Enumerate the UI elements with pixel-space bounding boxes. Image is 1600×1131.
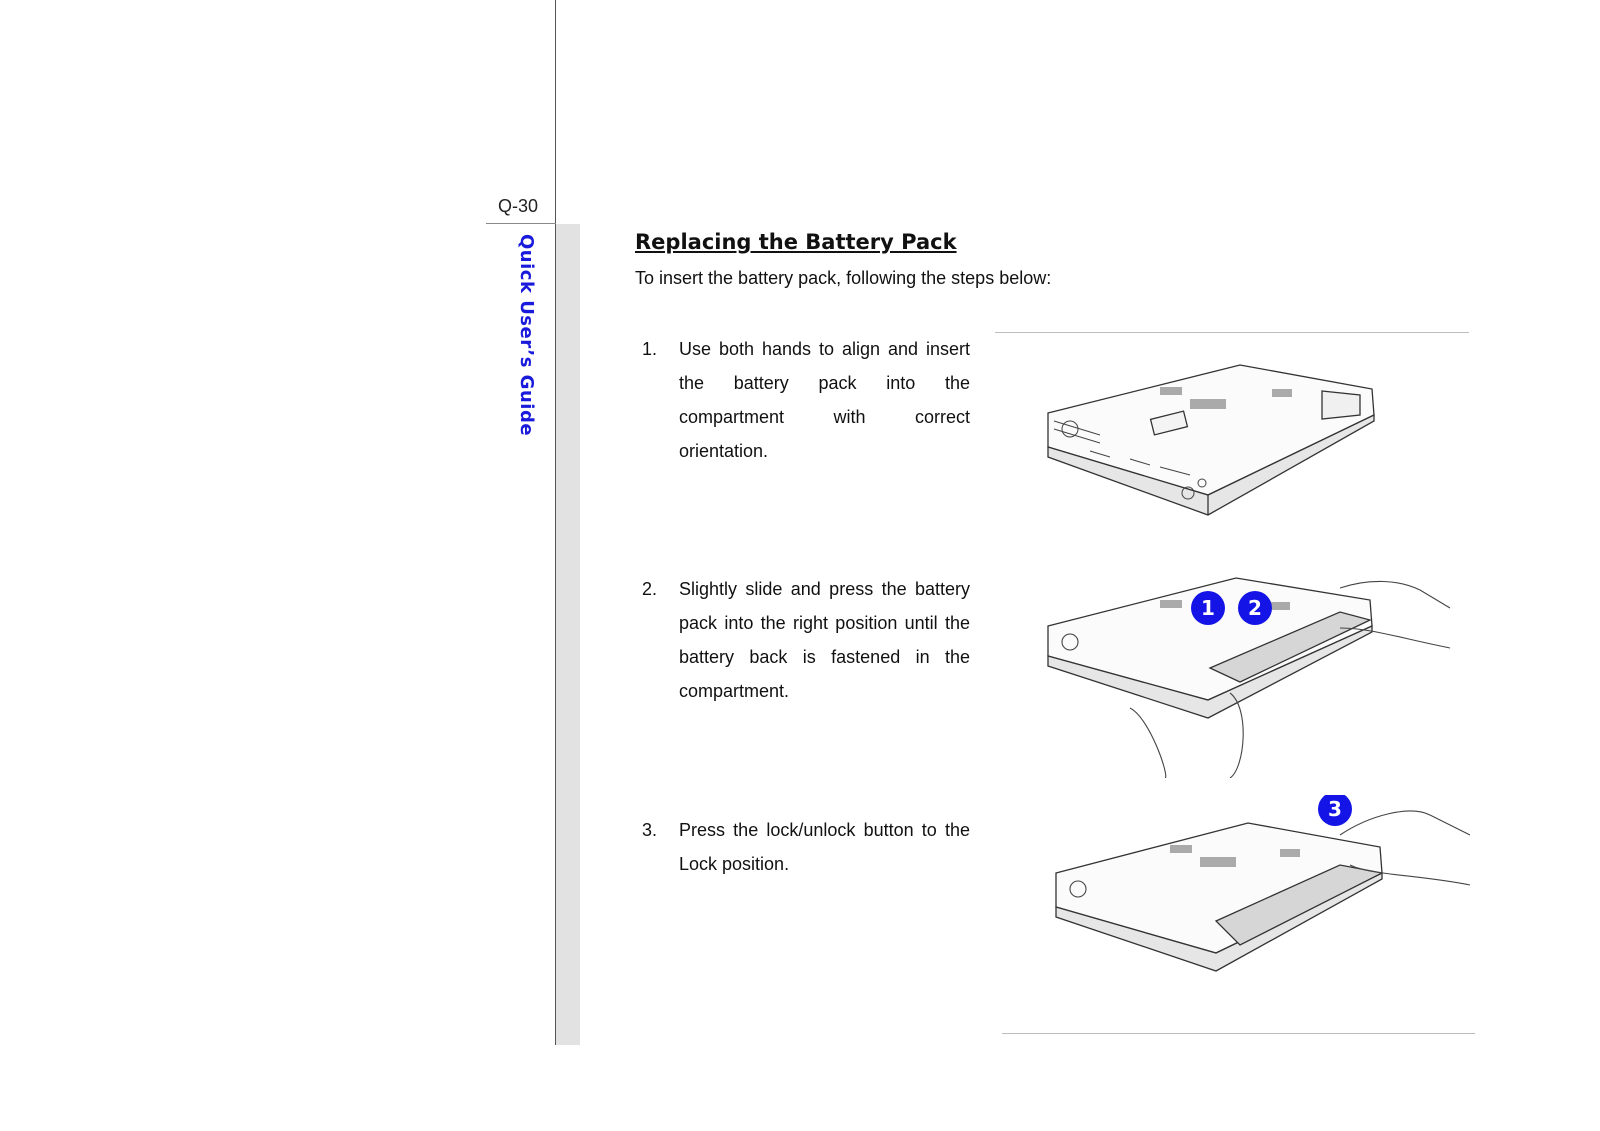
section-intro: To insert the battery pack, following the steps below: <box>635 268 1052 288</box>
laptop-battery-lock-illustration <box>1040 795 1470 995</box>
section-title: Replacing the Battery Pack <box>635 230 957 254</box>
step-badge <box>1318 795 1352 826</box>
step-number: 1. <box>642 339 658 359</box>
step-badge <box>1238 591 1272 625</box>
side-guide-title: Quick User’s Guide <box>516 234 537 437</box>
laptop-battery-insert-illustration <box>1040 568 1460 778</box>
laptop-bottom-illustration <box>1040 355 1380 535</box>
step-text: Press the lock/unlock button to the Lock position. <box>679 820 970 874</box>
step-number: 3. <box>642 820 658 840</box>
step-number: 2. <box>642 579 658 599</box>
page-number: Q-30 <box>498 196 539 216</box>
step-badge <box>1191 591 1225 625</box>
figure-top-rule <box>995 332 1469 333</box>
figure-bottom-rule <box>1002 1033 1475 1034</box>
svg-text:3: 3 <box>1328 797 1342 821</box>
header-rule <box>486 223 556 224</box>
step-text: Slightly slide and press the battery pack into the right position until the battery back is fastened in the compartment. <box>679 579 970 701</box>
svg-text:2: 2 <box>1248 596 1262 620</box>
step-text: Use both hands to align and insert the battery pack into the compartment with correct orientation. <box>679 339 970 461</box>
sidebar-bar <box>556 224 580 1045</box>
svg-text:1: 1 <box>1201 596 1215 620</box>
